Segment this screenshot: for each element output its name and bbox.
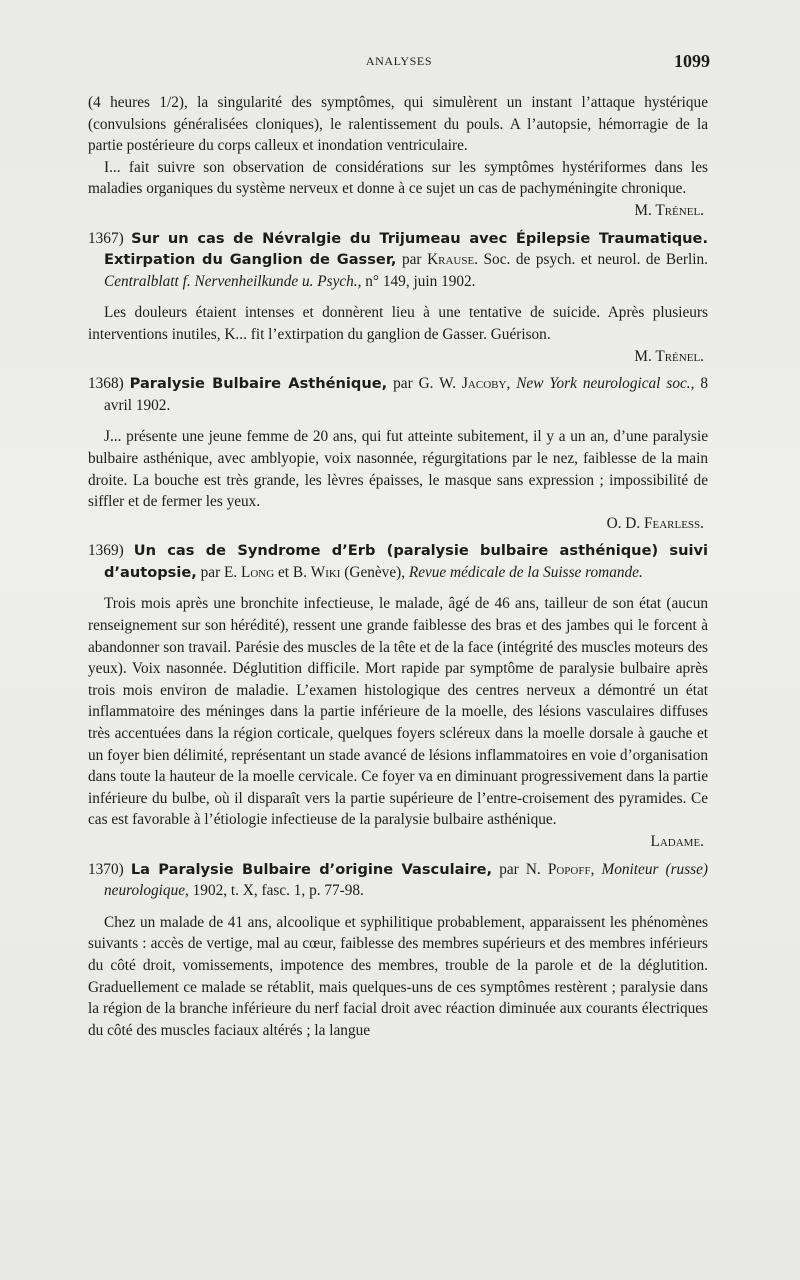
entry-1368-heading: 1368) Paralysie Bulbaire Asthénique, par G. W. Jacoby, New York neurological soc., 8 avril 1902. (88, 375, 709, 414)
entry-author: Krause (427, 251, 475, 269)
entry-1367-body (88, 302, 708, 367)
entry-1368-signature: O. D. Fearless. (606, 514, 704, 532)
entry-and: et B. (278, 563, 307, 581)
entry-reference: n° 149, juin 1902. (365, 272, 476, 290)
entry-par: par (401, 251, 422, 269)
entry-1368 (88, 373, 708, 534)
entry-title: Un cas de Syndrome d’Erb (paralysie bulbaire asthénique) suivi d’autopsie, (104, 542, 709, 581)
entry-author-2: Wiki (310, 563, 341, 581)
entry-title: Sur un cas de Névralgie du Trijumeau avec Épilepsie Traumatique. Extirpation du Ganglion de Gasser, (104, 229, 708, 269)
entry-1367 (88, 228, 708, 368)
entry-par: par G. W. (393, 375, 457, 393)
entry-body-text: Trois mois après une bronchite infectieuse, le malade, âgé de 46 ans, tailleur de son état (aucun renseignement sur son hérédité), ressent une grande faiblesse des bras et des jambes qui le forcent à abandonner son travail. Parésie des muscles de la tête et de la face (intégrité des muscles moteurs des yeux). Voix nasonnée. Déglutition difficile. Mort rapide par symptôme de paralysie bulbaire après trois mois environ de maladie. L’examen histologique des centres nerveux a démontré un état inflammatoire des méninges dans la partie inférieure de la moelle, des lésions vasculaires diffuses très accentuées dans la région corticale, quelques foyers scléreux dans la moelle dorsale à gauche et un foyer bien délimité, représentant un stade avancé de lésions inflammatoires en voie d’organisation dans toute la hauteur de la moelle cervicale. Ce foyer va en diminuant progressivement dans la partie inférieure du bulbe, où il disparaît vers la partie supérieure de l’entre-croisement des pyramides. Ce cas est favorable à l’étiologie infectieuse de la paralysie bulbaire asthénique. (88, 595, 708, 829)
entry-number: 1370) (88, 860, 124, 878)
entry-par: par N. (499, 860, 541, 878)
entry-1370-body: Chez un malade de 41 ans, alcoolique et syphilitique probablement, apparaissent les phénomènes suivants : accès de vertige, mal au cœur, faiblesse des membres supérieurs et des membres inférieurs du côté droit, vomissements, impotence des membres, trouble de la parole et de la déglutition. Graduellement ce malade se rétablit, mais quelques-uns de ces symptômes restèrent ; paralysie dans la région de la branche inférieure du nerf facial droit avec réaction diminuée aux courants électriques du côté des muscles faciaux altérés ; la langue (88, 913, 708, 1039)
entry-author: Jacoby (461, 375, 507, 393)
entry-journal: Revue médicale de la Suisse romande. (408, 563, 643, 581)
entry-title: La Paralysie Bulbaire d’origine Vasculaire, (130, 860, 493, 878)
entry-number: 1367) (88, 229, 124, 247)
entry-number: 1369) (88, 542, 124, 560)
running-head (88, 51, 710, 78)
intro-paragraph-2 (88, 157, 708, 222)
entry-reference: 8 avril 1902. (104, 375, 709, 414)
page-number: 1099 (674, 51, 710, 71)
entry-number: 1368) (88, 375, 124, 393)
entry-1369 (88, 540, 708, 852)
entry-1370 (88, 859, 708, 1042)
entry-1368-body (88, 426, 708, 534)
entry-journal: New York neurological soc., (516, 375, 695, 393)
entry-author-1: Long (241, 563, 275, 581)
entry-place: (Genève), (344, 563, 406, 581)
entry-1367-signature: M. Trénel. (634, 347, 704, 365)
entry-1370-heading: 1370) La Paralysie Bulbaire d’origine Vasculaire, par N. Popoff, Moniteur (russe) neurologique, 1902, t. X, fasc. 1, p. 77-98. (88, 860, 708, 900)
entry-body-text: Les douleurs étaient intenses et donnèrent lieu à une tentative de suicide. Après plusieurs interventions inutiles, K... fit l’extirpation du ganglion de Gasser. Guérison. (88, 304, 708, 343)
entry-journal: Centralblatt f. Nervenheilkunde u. Psych., (104, 272, 362, 290)
running-title: ANALYSES (365, 54, 433, 68)
entry-1369-body (88, 593, 708, 852)
entry-title: Paralysie Bulbaire Asthénique, (129, 375, 388, 393)
entry-par: par E. (200, 563, 238, 581)
intro-paragraph-2-text: I... fait suivre son observation de considérations sur les symptômes hystériformes dans les maladies organiques du système nerveux et donne à ce sujet un cas de pachyméningite chronique. (88, 158, 708, 198)
intro-signature: M. Trénel. (634, 201, 704, 219)
intro-paragraph-1: (4 heures 1/2), la singularité des symptômes, qui simulèrent un instant l’attaque hystérique (convulsions généralisées cloniques), le ralentissement du pouls. A l’autopsie, hémorragie de la partie postérieure du corps calleux et inondation ventriculaire. (88, 94, 708, 155)
entry-author: Popoff (547, 860, 591, 878)
entry-1367-heading (88, 228, 708, 293)
entry-1369-heading (88, 540, 708, 583)
entry-1369-signature: Ladame. (650, 833, 704, 850)
entry-journal: Moniteur (russe) neurologique, (104, 860, 708, 900)
entry-society: . Soc. de psych. et neurol. de Berlin. (474, 251, 708, 269)
text-column (88, 92, 708, 1041)
entry-body-text: J... présente une jeune femme de 20 ans, qui fut atteinte subitement, il y a un an, d’une paralysie bulbaire asthénique, avec amblyopie, voix nasonnée, régurgitations par le nez, faiblesse de la main droite. La bouche est très grande, les lèvres épaisses, le masque sans expression ; impossibilité de siffler et de fermer les yeux. (88, 428, 708, 511)
entry-reference: 1902, t. X, fasc. 1, p. 77-98. (192, 882, 364, 900)
